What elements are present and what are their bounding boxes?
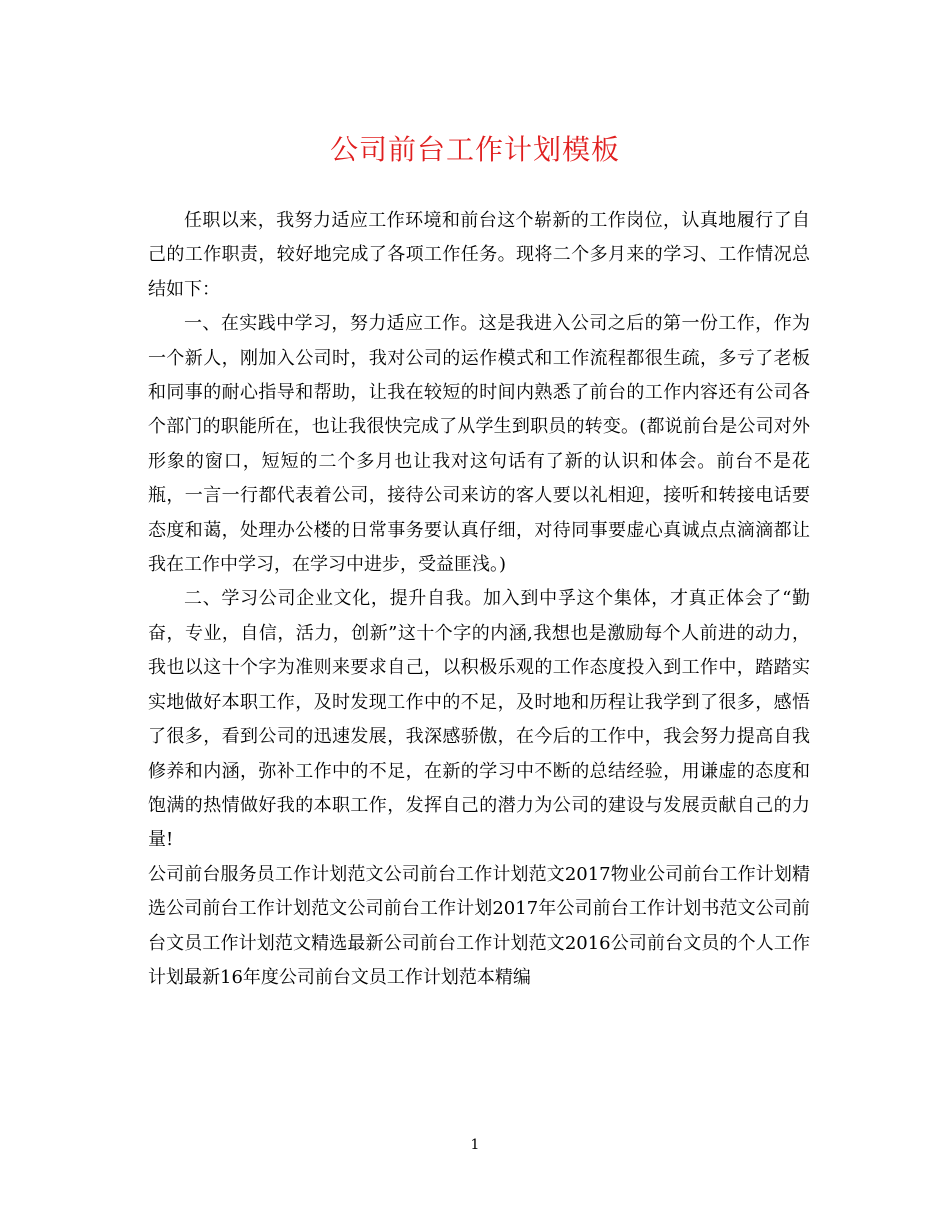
- document-title: 公司前台工作计划模板: [329, 133, 620, 166]
- page-number: 1: [470, 1137, 480, 1153]
- paragraph-intro: 任职以来，我努力适应工作环境和前台这个崭新的工作岗位，认真地履行了自己的工作职责，较好地完成了各项工作任务。现将二个多月来的学习、工作情况总结如下：: [148, 210, 810, 300]
- paragraph-section-one: 一、在实践中学习，努力适应工作。这是我进入公司之后的第一份工作，作为一个新人，刚加入公司时，我对公司的运作模式和工作流程都很生疏，多亏了老板和同事的耐心指导和帮助，让我在较短的时间内熟悉了前台的工作内容还有公司各个部门的职能所在，也让我很快完成了从学生到职员的转变。(都说前台是公司对外形象的窗口，短短的二个多月也让我对这句话有了新的认识和体会。前台不是花瓶，一言一行都代表着公司，接待公司来访的客人要以礼相迎，接听和转接电话要态度和蔼，处理办公楼的日常事务要认真仔细，对待同事要虚心真诚点点滴滴都让我在工作中学习，在学习中进步，受益匪浅。): [148, 313, 810, 576]
- paragraph-section-two: 二、学习公司企业文化，提升自我。加入到中孚这个集体，才真正体会了“勤奋，专业，自信，活力，创新”这十个字的内涵,我想也是激励每个人前进的动力，我也以这十个字为准则来要求自己，以积极乐观的工作态度投入到工作中，踏踏实实地做好本职工作，及时发现工作中的不足，及时地和历程让我学到了很多，感悟了很多，看到公司的迅速发展，我深感骄傲，在今后的工作中，我会努力提高自我修养和内涵，弥补工作中的不足，在新的学习中不断的总结经验，用谦虚的态度和饱满的热情做好我的本职工作，发挥自己的潜力为公司的建设与发展贡献自己的力量!: [148, 588, 810, 851]
- related-links-text: 公司前台服务员工作计划范文公司前台工作计划范文2017物业公司前台工作计划精选公司前台工作计划范文公司前台工作计划2017年公司前台工作计划书范文公司前台文员工作计划范文精选最新公司前台工作计划范文2016公司前台文员的个人工作计划最新16年度公司前台文员工作计划范本精编: [148, 863, 810, 988]
- document-body: [148, 204, 810, 995]
